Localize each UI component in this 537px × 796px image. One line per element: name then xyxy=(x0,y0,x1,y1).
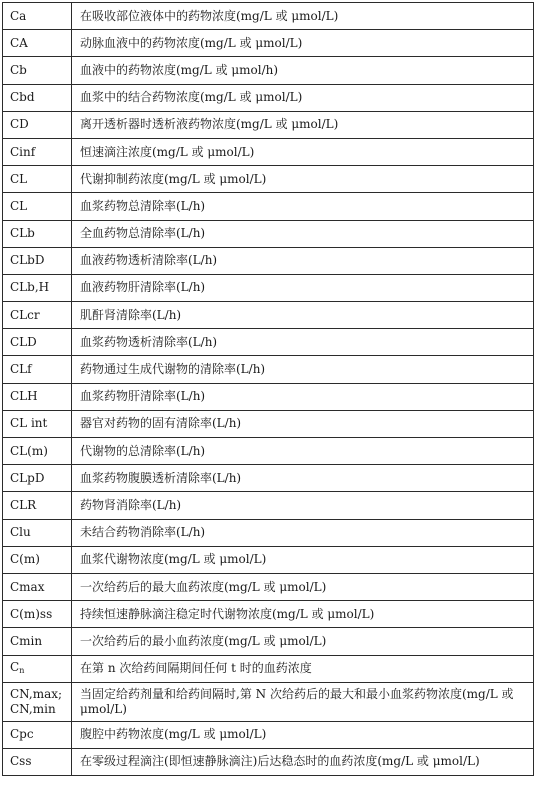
description-cell: 血浆中的结合药物浓度(mg/L 或 μmol/L) xyxy=(72,84,534,111)
table-row xyxy=(3,138,534,165)
symbol-cell: Css xyxy=(3,748,72,775)
table-row xyxy=(3,84,534,111)
description-cell: 血液中的药物浓度(mg/L 或 μmol/h) xyxy=(72,57,534,84)
description-cell: 血浆药物透析清除率(L/h) xyxy=(72,329,534,356)
description-cell: 血浆药物总清除率(L/h) xyxy=(72,193,534,220)
table-row xyxy=(3,465,534,492)
symbol-cell: C(m) xyxy=(3,546,72,573)
table-row xyxy=(3,220,534,247)
table-row xyxy=(3,30,534,57)
symbol-cell: Ca xyxy=(3,3,72,30)
description-cell: 恒速滴注浓度(mg/L 或 μmol/L) xyxy=(72,138,534,165)
description-cell: 持续恒速静脉滴注稳定时代谢物浓度(mg/L 或 μmol/L) xyxy=(72,601,534,628)
symbol-cell: CLf xyxy=(3,356,72,383)
table-row xyxy=(3,519,534,546)
symbol-cell xyxy=(3,682,72,721)
symbol-subscript: n xyxy=(19,665,25,675)
description-cell: 器官对药物的固有清除率(L/h) xyxy=(72,410,534,437)
description-cell: 药物肾消除率(L/h) xyxy=(72,492,534,519)
table-row xyxy=(3,655,534,682)
description-cell: 动脉血液中的药物浓度(mg/L 或 μmol/L) xyxy=(72,30,534,57)
description-cell: 血浆药物肝清除率(L/h) xyxy=(72,383,534,410)
symbol-cell: Clu xyxy=(3,519,72,546)
symbol-cell: Cpc xyxy=(3,721,72,748)
description-cell: 代谢抑制药浓度(mg/L 或 μmol/L) xyxy=(72,166,534,193)
description-cell: 全血药物总清除率(L/h) xyxy=(72,220,534,247)
table-row xyxy=(3,748,534,775)
symbol-cell: CLcr xyxy=(3,302,72,329)
symbol-cell: CLH xyxy=(3,383,72,410)
symbol-cell: Cb xyxy=(3,57,72,84)
description-cell: 一次给药后的最大血药浓度(mg/L 或 μmol/L) xyxy=(72,573,534,600)
symbol-line: CN,max; xyxy=(10,686,63,701)
symbol-cell: CL xyxy=(3,166,72,193)
description-cell: 当固定给药剂量和给药间隔时,第 N 次给药后的最大和最小血浆药物浓度(mg/L 或 μmol/L) xyxy=(72,682,534,721)
symbol-cell: CL xyxy=(3,193,72,220)
description-cell: 血液药物肝清除率(L/h) xyxy=(72,274,534,301)
symbol-cell: CLb xyxy=(3,220,72,247)
symbol-cell: CLR xyxy=(3,492,72,519)
table-row xyxy=(3,302,534,329)
table-row xyxy=(3,383,534,410)
description-cell: 代谢物的总清除率(L/h) xyxy=(72,438,534,465)
table-row xyxy=(3,682,534,721)
description-cell: 在第 n 次给药间隔期间任何 t 时的血药浓度 xyxy=(72,655,534,682)
symbol-definition-table xyxy=(2,2,534,776)
description-cell: 未结合药物消除率(L/h) xyxy=(72,519,534,546)
table-row xyxy=(3,111,534,138)
table-row xyxy=(3,166,534,193)
symbol-cell: CA xyxy=(3,30,72,57)
symbol-cell: CLb,H xyxy=(3,274,72,301)
table-row xyxy=(3,601,534,628)
description-cell: 在吸收部位液体中的药物浓度(mg/L 或 μmol/L) xyxy=(72,3,534,30)
description-cell: 药物通过生成代谢物的清除率(L/h) xyxy=(72,356,534,383)
symbol-cell xyxy=(3,655,72,682)
table-row xyxy=(3,57,534,84)
description-cell: 肌酐肾清除率(L/h) xyxy=(72,302,534,329)
table-row xyxy=(3,356,534,383)
symbol-cell: CLD xyxy=(3,329,72,356)
description-cell: 离开透析器时透析液药物浓度(mg/L 或 μmol/L) xyxy=(72,111,534,138)
table-row xyxy=(3,573,534,600)
symbol-cell: Cbd xyxy=(3,84,72,111)
description-cell: 一次给药后的最小血药浓度(mg/L 或 μmol/L) xyxy=(72,628,534,655)
symbol-line: CN,min xyxy=(10,701,56,716)
table-row xyxy=(3,721,534,748)
table-row xyxy=(3,628,534,655)
table-row xyxy=(3,274,534,301)
table-row xyxy=(3,410,534,437)
description-cell: 腹腔中药物浓度(mg/L 或 μmol/L) xyxy=(72,721,534,748)
table-row xyxy=(3,193,534,220)
symbol-cell: CL(m) xyxy=(3,438,72,465)
symbol-main: C xyxy=(10,659,20,674)
symbol-cell: CLpD xyxy=(3,465,72,492)
table-row xyxy=(3,3,534,30)
symbol-cell: Cmax xyxy=(3,573,72,600)
symbol-cell: CLbD xyxy=(3,247,72,274)
table-row xyxy=(3,329,534,356)
table-row xyxy=(3,438,534,465)
symbol-cell: Cinf xyxy=(3,138,72,165)
table-row xyxy=(3,247,534,274)
symbol-cell: CL int xyxy=(3,410,72,437)
symbol-cell: Cmin xyxy=(3,628,72,655)
table-row xyxy=(3,492,534,519)
description-cell: 血浆代谢物浓度(mg/L 或 μmol/L) xyxy=(72,546,534,573)
description-cell: 血浆药物腹膜透析清除率(L/h) xyxy=(72,465,534,492)
description-cell: 在零级过程滴注(即恒速静脉滴注)后达稳态时的血药浓度(mg/L 或 μmol/L) xyxy=(72,748,534,775)
symbol-cell: CD xyxy=(3,111,72,138)
symbol-cell: C(m)ss xyxy=(3,601,72,628)
description-cell: 血液药物透析清除率(L/h) xyxy=(72,247,534,274)
table-row xyxy=(3,546,534,573)
